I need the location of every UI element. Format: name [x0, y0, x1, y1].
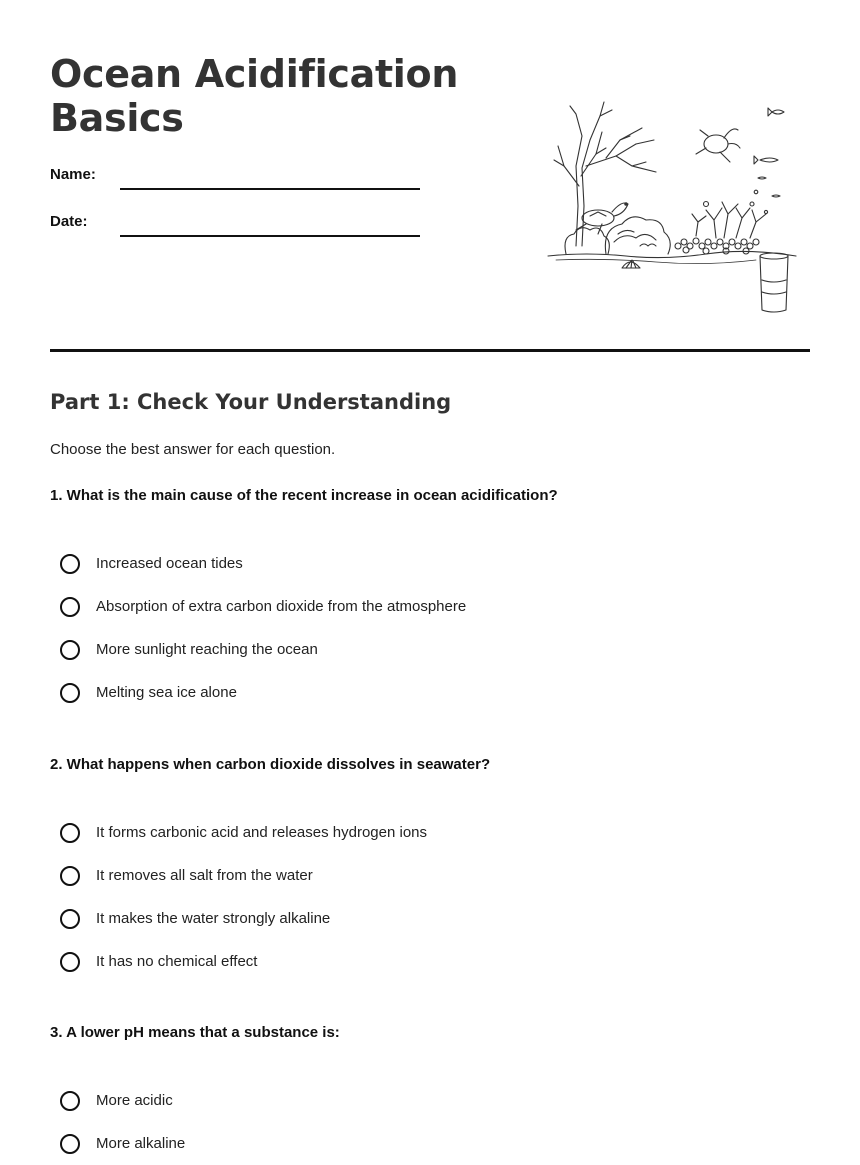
date-label: Date:	[50, 213, 88, 230]
answer-label: More alkaline	[96, 1135, 186, 1152]
radio-circle-icon[interactable]	[60, 640, 80, 660]
radio-circle-icon[interactable]	[60, 909, 80, 929]
answer-options	[60, 811, 427, 983]
answer-option[interactable]	[60, 585, 466, 628]
fish-icon	[754, 108, 784, 197]
radio-circle-icon[interactable]	[60, 683, 80, 703]
answer-label: It makes the water strongly alkaline	[96, 910, 331, 927]
bubbles-icon	[704, 190, 768, 213]
answer-option[interactable]	[60, 1122, 185, 1165]
question-text: 3. A lower pH means that a substance is:	[50, 1024, 340, 1041]
radio-circle-icon[interactable]	[60, 866, 80, 886]
branching-coral-icon	[554, 102, 656, 246]
answer-label: More acidic	[96, 1092, 173, 1109]
answer-option[interactable]	[60, 811, 427, 854]
question-2	[50, 755, 810, 970]
answer-option[interactable]	[60, 671, 466, 714]
radio-circle-icon[interactable]	[60, 1134, 80, 1154]
answer-label: Melting sea ice alone	[96, 684, 237, 701]
part1-title: Part 1: Check Your Understanding	[50, 390, 452, 414]
question-1	[50, 486, 810, 701]
name-blank-line[interactable]	[120, 176, 420, 190]
section-divider	[50, 349, 810, 352]
radio-circle-icon[interactable]	[60, 597, 80, 617]
answer-options	[60, 542, 466, 714]
answer-option[interactable]	[60, 1079, 185, 1122]
radio-circle-icon[interactable]	[60, 823, 80, 843]
answer-option[interactable]	[60, 628, 466, 671]
radio-circle-icon[interactable]	[60, 554, 80, 574]
worksheet-title	[50, 52, 470, 140]
answer-option[interactable]	[60, 854, 427, 897]
answer-label: More sunlight reaching the ocean	[96, 641, 318, 658]
title-line-1: Ocean Acidification	[50, 52, 459, 96]
answer-options	[60, 1079, 185, 1165]
radio-circle-icon[interactable]	[60, 952, 80, 972]
answer-option[interactable]	[60, 940, 427, 983]
date-field-row	[50, 211, 420, 237]
worksheet-header	[50, 52, 810, 352]
coral-mound-icon	[565, 217, 670, 254]
answer-label: Absorption of extra carbon dioxide from the atmosphere	[96, 598, 467, 615]
question-3	[50, 1023, 810, 1152]
question-text: 1. What is the main cause of the recent increase in ocean acidification?	[50, 487, 558, 504]
answer-label: It has no chemical effect	[96, 953, 258, 970]
answer-label: Increased ocean tides	[96, 555, 243, 572]
question-text: 2. What happens when carbon dioxide dissolves in seawater?	[50, 756, 491, 773]
fan-coral-icon	[692, 202, 766, 238]
answer-label: It removes all salt from the water	[96, 867, 313, 884]
beaker-icon	[760, 253, 788, 312]
seabed-line	[548, 251, 796, 257]
answer-label: It forms carbonic acid and releases hydrogen ions	[96, 824, 428, 841]
date-blank-line[interactable]	[120, 223, 420, 237]
shell-icon	[622, 260, 640, 268]
coral-reef-illustration	[546, 96, 802, 316]
swimming-turtle-icon	[696, 129, 740, 162]
part1-instructions: Choose the best answer for each question.	[50, 441, 336, 458]
radio-circle-icon[interactable]	[60, 1091, 80, 1111]
name-field-row	[50, 164, 420, 190]
title-line-2: Basics	[50, 96, 184, 140]
answer-option[interactable]	[60, 542, 466, 585]
answer-option[interactable]	[60, 897, 427, 940]
name-label: Name:	[50, 166, 96, 183]
